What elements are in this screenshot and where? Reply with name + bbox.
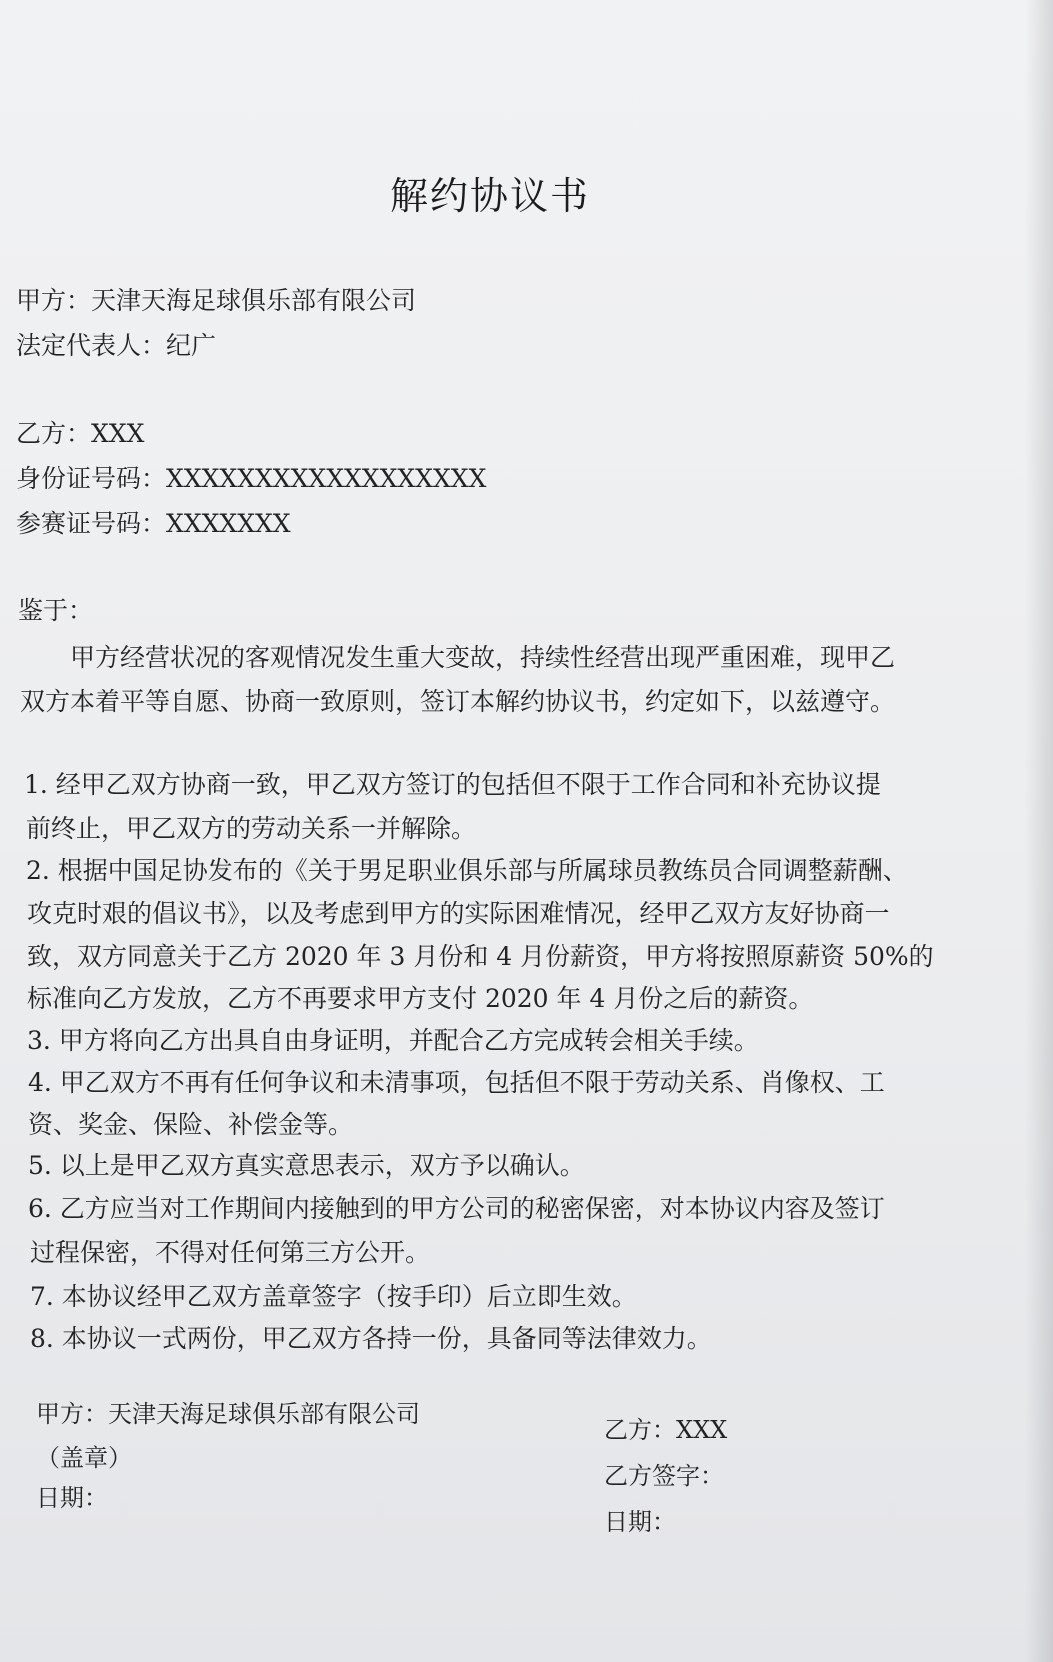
whereas-line: 甲方经营状况的客观情况发生重大变故，持续性经营出现严重困难，现甲乙 — [70, 643, 896, 672]
clause-line: 3. 甲方将向乙方出具自由身证明，并配合乙方完成转会相关手续。 — [27, 1026, 759, 1055]
clause-line: 2. 根据中国足协发布的《关于男足职业俱乐部与所属球员教练员合同调整薪酬、 — [26, 856, 908, 885]
registration-number-line — [16, 511, 291, 536]
party-a-signature-line: 甲方：天津天海足球俱乐部有限公司 — [36, 1400, 420, 1428]
party-a-date-line: 日期： — [36, 1484, 108, 1512]
id-number-line — [16, 466, 486, 491]
clause-line: 5. 以上是甲乙双方真实意思表示，双方予以确认。 — [28, 1151, 585, 1180]
party-a-line — [16, 288, 416, 313]
party-b-line — [16, 421, 144, 446]
clause-line: 6. 乙方应当对工作期间内接触到的甲方公司的秘密保密，对本协议内容及签订 — [28, 1194, 885, 1223]
clause-line: 前终止，甲乙双方的劳动关系一并解除。 — [26, 814, 477, 843]
clause-line: 资、奖金、保险、补偿金等。 — [28, 1110, 354, 1139]
clause-line: 致，双方同意关于乙方 2020 年 3 月份和 4 月份薪资，甲方将按照原薪资 50%的 — [27, 942, 934, 971]
whereas-heading: 鉴于： — [18, 596, 94, 625]
party-b-signature-line: 乙方：XXX — [604, 1416, 728, 1444]
id-number-label: 身份证号码： — [16, 464, 167, 493]
clause-line: 过程保密，不得对任何第三方公开。 — [30, 1238, 431, 1267]
clause-line: 标准向乙方发放，乙方不再要求甲方支付 2020 年 4 月份之后的薪资。 — [27, 984, 814, 1013]
registration-number-value: XXXXXXX — [166, 509, 291, 538]
legal-rep-name: 纪广 — [166, 331, 217, 360]
whereas-line: 双方本着平等自愿、协商一致原则，签订本解约协议书，约定如下，以兹遵守。 — [20, 687, 896, 716]
party-a-name: 天津天海足球俱乐部有限公司 — [91, 286, 417, 315]
page-shadow — [1025, 0, 1053, 1662]
party-b-label: 乙方： — [16, 419, 92, 448]
clause-line: 8. 本协议一式两份，甲乙双方各持一份，具备同等法律效力。 — [30, 1324, 712, 1353]
document-title: 解约协议书 — [389, 174, 590, 218]
clause-line: 4. 甲乙双方不再有任何争议和未清事项，包括但不限于劳动关系、肖像权、工 — [28, 1068, 885, 1097]
party-b-name: XXX — [91, 419, 145, 448]
party-a-seal-line: （盖章） — [36, 1444, 132, 1472]
clause-line: 1. 经甲乙双方协商一致，甲乙双方签订的包括但不限于工作合同和补充协议提 — [24, 770, 881, 799]
party-b-sign-line: 乙方签字： — [604, 1462, 724, 1490]
legal-representative-line — [16, 333, 216, 358]
id-number-value: XXXXXXXXXXXXXXXXXX — [166, 464, 487, 493]
legal-rep-label: 法定代表人： — [16, 331, 167, 360]
clause-line: 攻克时艰的倡议书》，以及考虑到甲方的实际困难情况，经甲乙双方友好协商一 — [27, 899, 890, 928]
registration-number-label: 参赛证号码： — [16, 509, 167, 538]
party-b-date-line: 日期： — [604, 1508, 676, 1536]
party-a-label: 甲方： — [16, 286, 92, 315]
clause-line: 7. 本协议经甲乙双方盖章签字（按手印）后立即生效。 — [30, 1282, 637, 1311]
